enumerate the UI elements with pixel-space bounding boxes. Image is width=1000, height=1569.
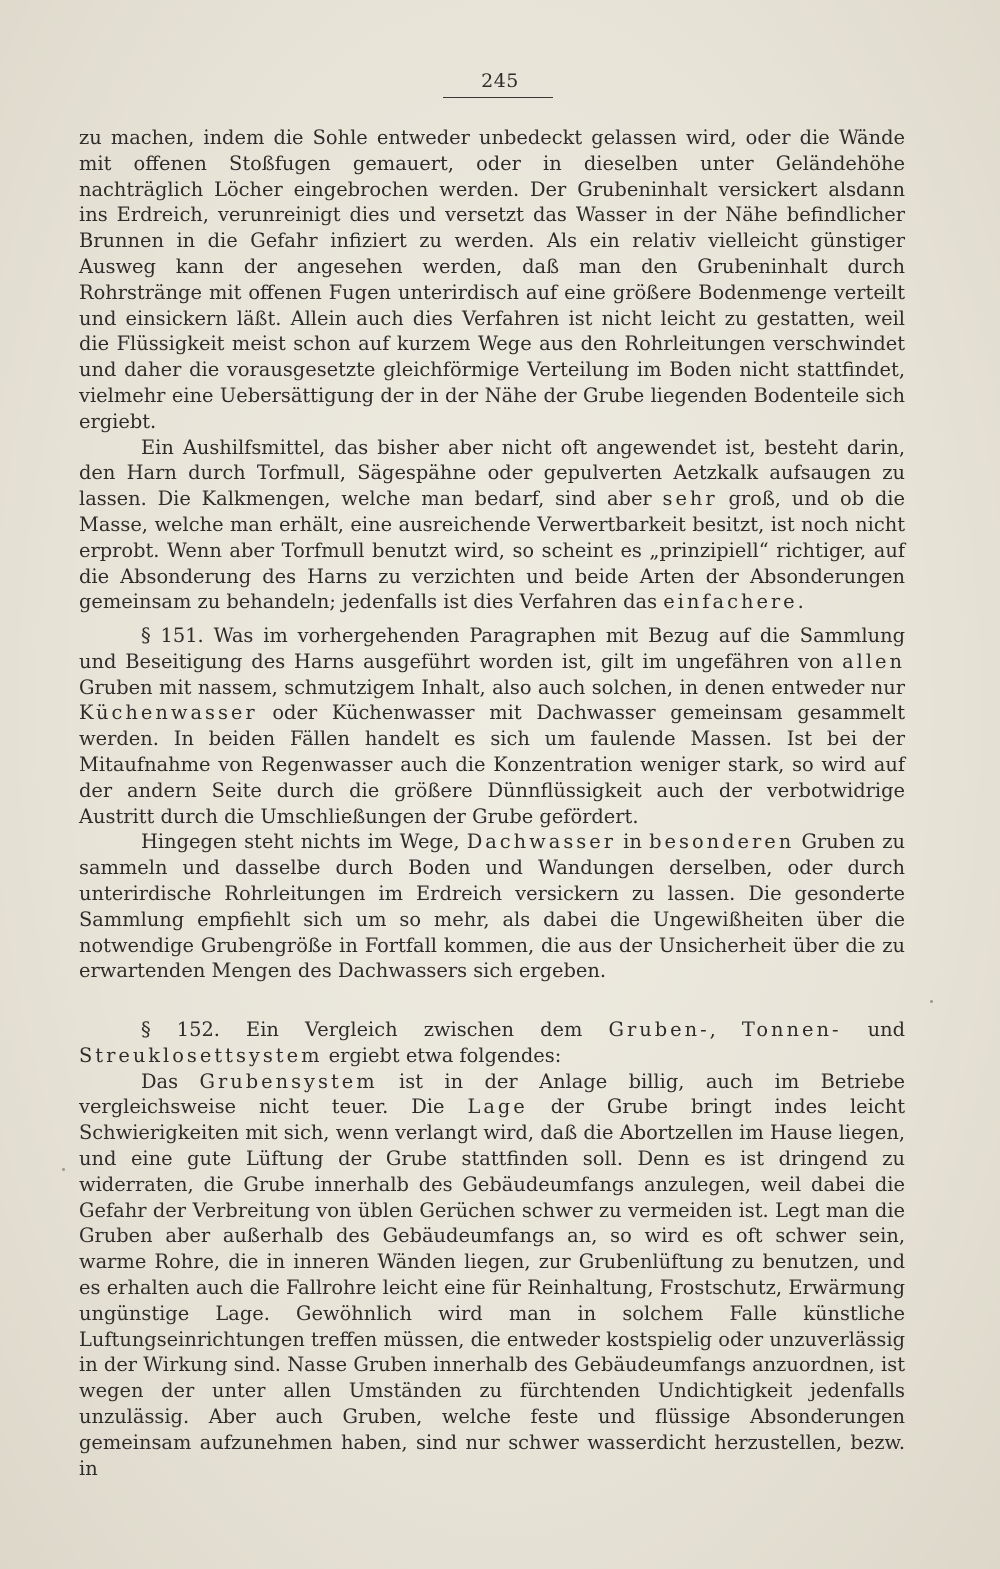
- print-speck: [930, 1000, 933, 1003]
- text-run: Gruben zu sammeln und dasselbe durch Boden und Wandungen derselben, oder durch unterirdische Rohrleitungen im Erdreich versickern zu lassen. Die gesonderte Sammlung empfiehlt sich um so mehr, als dabei die Ungewißheiten über die notwendige Grubengröße in Fortfall kommen, die aus der Unsicherheit über die zu erwartenden Mengen des Dachwassers sich ergeben.: [79, 830, 905, 983]
- section-150-continuation: [79, 125, 905, 615]
- text-run: Ein Aushilfsmittel, das bisher aber nicht oft angewendet ist, besteht darin, den Harn durch Torfmull, Sägespähne oder gepulverten Aetzkalk aufsaugen zu lassen. Die Kalkmengen, welche man bedarf, sind aber: [79, 435, 905, 511]
- paragraph: [79, 623, 905, 829]
- text-run: groß, und ob die Masse, welche man erhält, eine ausreichende Verwertbarkeit besitzt, ist noch nicht erprobt. Wenn aber Torfmull benutzt wird, so scheint es „prinzipiell“ richtiger, auf die Absonderung des Harns zu verzichten und beide Arten der Absonderungen gemeinsam zu behandeln; jedenfalls ist dies Verfahren das: [79, 487, 905, 614]
- section-heading: § 151.: [141, 624, 204, 647]
- section-heading: § 152.: [141, 1018, 220, 1041]
- emphasis-spaced: allen: [842, 649, 905, 673]
- paragraph: [79, 125, 905, 435]
- text-run: oder Küchenwasser mit Dachwasser gemeinsam gesammelt werden. In beiden Fällen handelt es sich um faulende Massen. Ist bei der Mitaufnahme von Regenwasser auch die Konzentration weniger stark, so wird auf der andern Seite durch die größere Dünnflüssigkeit auch der verbotwidrige Austritt durch die Umschließungen der Grube gefördert.: [79, 701, 905, 828]
- text-run: in: [615, 830, 650, 854]
- text-run: Ein Vergleich zwischen dem: [219, 1018, 609, 1041]
- emphasis-spaced: Grubensystem: [199, 1069, 378, 1093]
- text-run: und: [841, 1018, 905, 1041]
- text-run: ist in der Anlage billig, auch im Betriebe vergleichsweise nicht teuer. Die: [79, 1069, 905, 1119]
- section-151: [79, 623, 905, 984]
- page-number: 245: [481, 70, 519, 92]
- emphasis-spaced: Streuklosettsystem: [79, 1043, 323, 1067]
- paragraph: [79, 435, 905, 616]
- emphasis-spaced: Lage: [467, 1095, 528, 1119]
- print-speck: [62, 1168, 65, 1171]
- text-run: .: [797, 590, 804, 614]
- emphasis-spaced: Gruben-: [608, 1018, 710, 1041]
- text-run: Das: [141, 1069, 200, 1093]
- paragraph: [79, 1069, 905, 1482]
- emphasis-spaced: sehr: [662, 487, 718, 511]
- emphasis-spaced: einfachere: [663, 590, 798, 614]
- text-run: ,: [709, 1018, 742, 1041]
- header-rule: [443, 97, 553, 98]
- section-152: [79, 1017, 905, 1481]
- emphasis-spaced: Küchenwasser: [79, 701, 258, 725]
- emphasis-spaced: Tonnen-: [741, 1018, 842, 1041]
- emphasis-spaced: Dachwasser: [466, 830, 616, 854]
- paragraph: [79, 829, 905, 984]
- text-run: Gruben mit nassem, schmutzigem Inhalt, also auch solchen, in denen entweder nur: [79, 675, 905, 699]
- text-run: der Grube bringt indes leicht Schwierigkeiten mit sich, wenn verlangt wird, daß die Abortzellen im Hause liegen, und eine gute Lüftung der Grube stattfinden soll. Denn es ist dringend zu widerraten, die Grube innerhalb des Gebäudeumfangs anzulegen, weil dabei die Gefahr der Verbreitung von üblen Gerüchen schwer zu vermeiden ist. Legt man die Gruben aber außerhalb des Gebäudeumfangs an, so wird es oft schwer sein, warme Rohre, die in inneren Wänden liegen, zur Grubenlüftung zu benutzen, und es erhalten auch die Fallrohre leicht eine für Reinhaltung, Frostschutz, Erwärmung ungünstige Lage. Gewöhnlich wird man in solchem Falle künstliche Luftungseinrichtungen treffen müssen, die entweder kostspielig oder unzuverlässig in der Wirkung sind. Nasse Gruben innerhalb des Gebäudeumfangs anzuordnen, ist wegen der unter allen Umständen zu fürchtenden Undichtigkeit jedenfalls unzulässig. Aber auch Gruben, welche feste und flüssige Absonderungen gemeinsam aufzunehmen haben, sind nur schwer wasserdicht herzustellen, bezw. in: [79, 1095, 905, 1480]
- emphasis-spaced: besonderen: [649, 830, 795, 854]
- text-run: Was im vorhergehenden Paragraphen mit Bezug auf die Sammlung und Beseitigung des Harns ausgeführt worden ist, gilt im ungefähren von: [79, 624, 905, 673]
- paragraph: [79, 1017, 905, 1069]
- paragraph-text: zu machen, indem die Sohle entweder unbedeckt gelassen wird, oder die Wände mit offenen Stoßfugen gemauert, oder in dieselben unter Geländehöhe nachträglich Löcher eingebrochen werden. Der Grubeninhalt versickert alsdann ins Erdreich, verunreinigt dies und versetzt das Wasser in der Nähe befindlicher Brunnen in die Gefahr infiziert zu werden. Als ein relativ vielleicht günstiger Ausweg kann der angesehen werden, daß man den Grubeninhalt durch Rohrstränge mit offenen Fugen unterirdisch auf eine größere Bodenmenge verteilt und einsickern läßt. Allein auch dies Verfahren ist nicht leicht zu gestatten, weil die Flüssigkeit meist schon auf kurzem Wege aus den Rohrleitungen verschwindet und daher die vorausgesetzte gleichförmige Verteilung im Boden nicht stattfindet, vielmehr eine Uebersättigung der in der Nähe der Grube liegenden Bodenteile sich ergiebt.: [79, 126, 905, 433]
- text-run: Hingegen steht nichts im Wege,: [141, 830, 467, 854]
- text-run: ergiebt etwa folgendes:: [322, 1043, 562, 1067]
